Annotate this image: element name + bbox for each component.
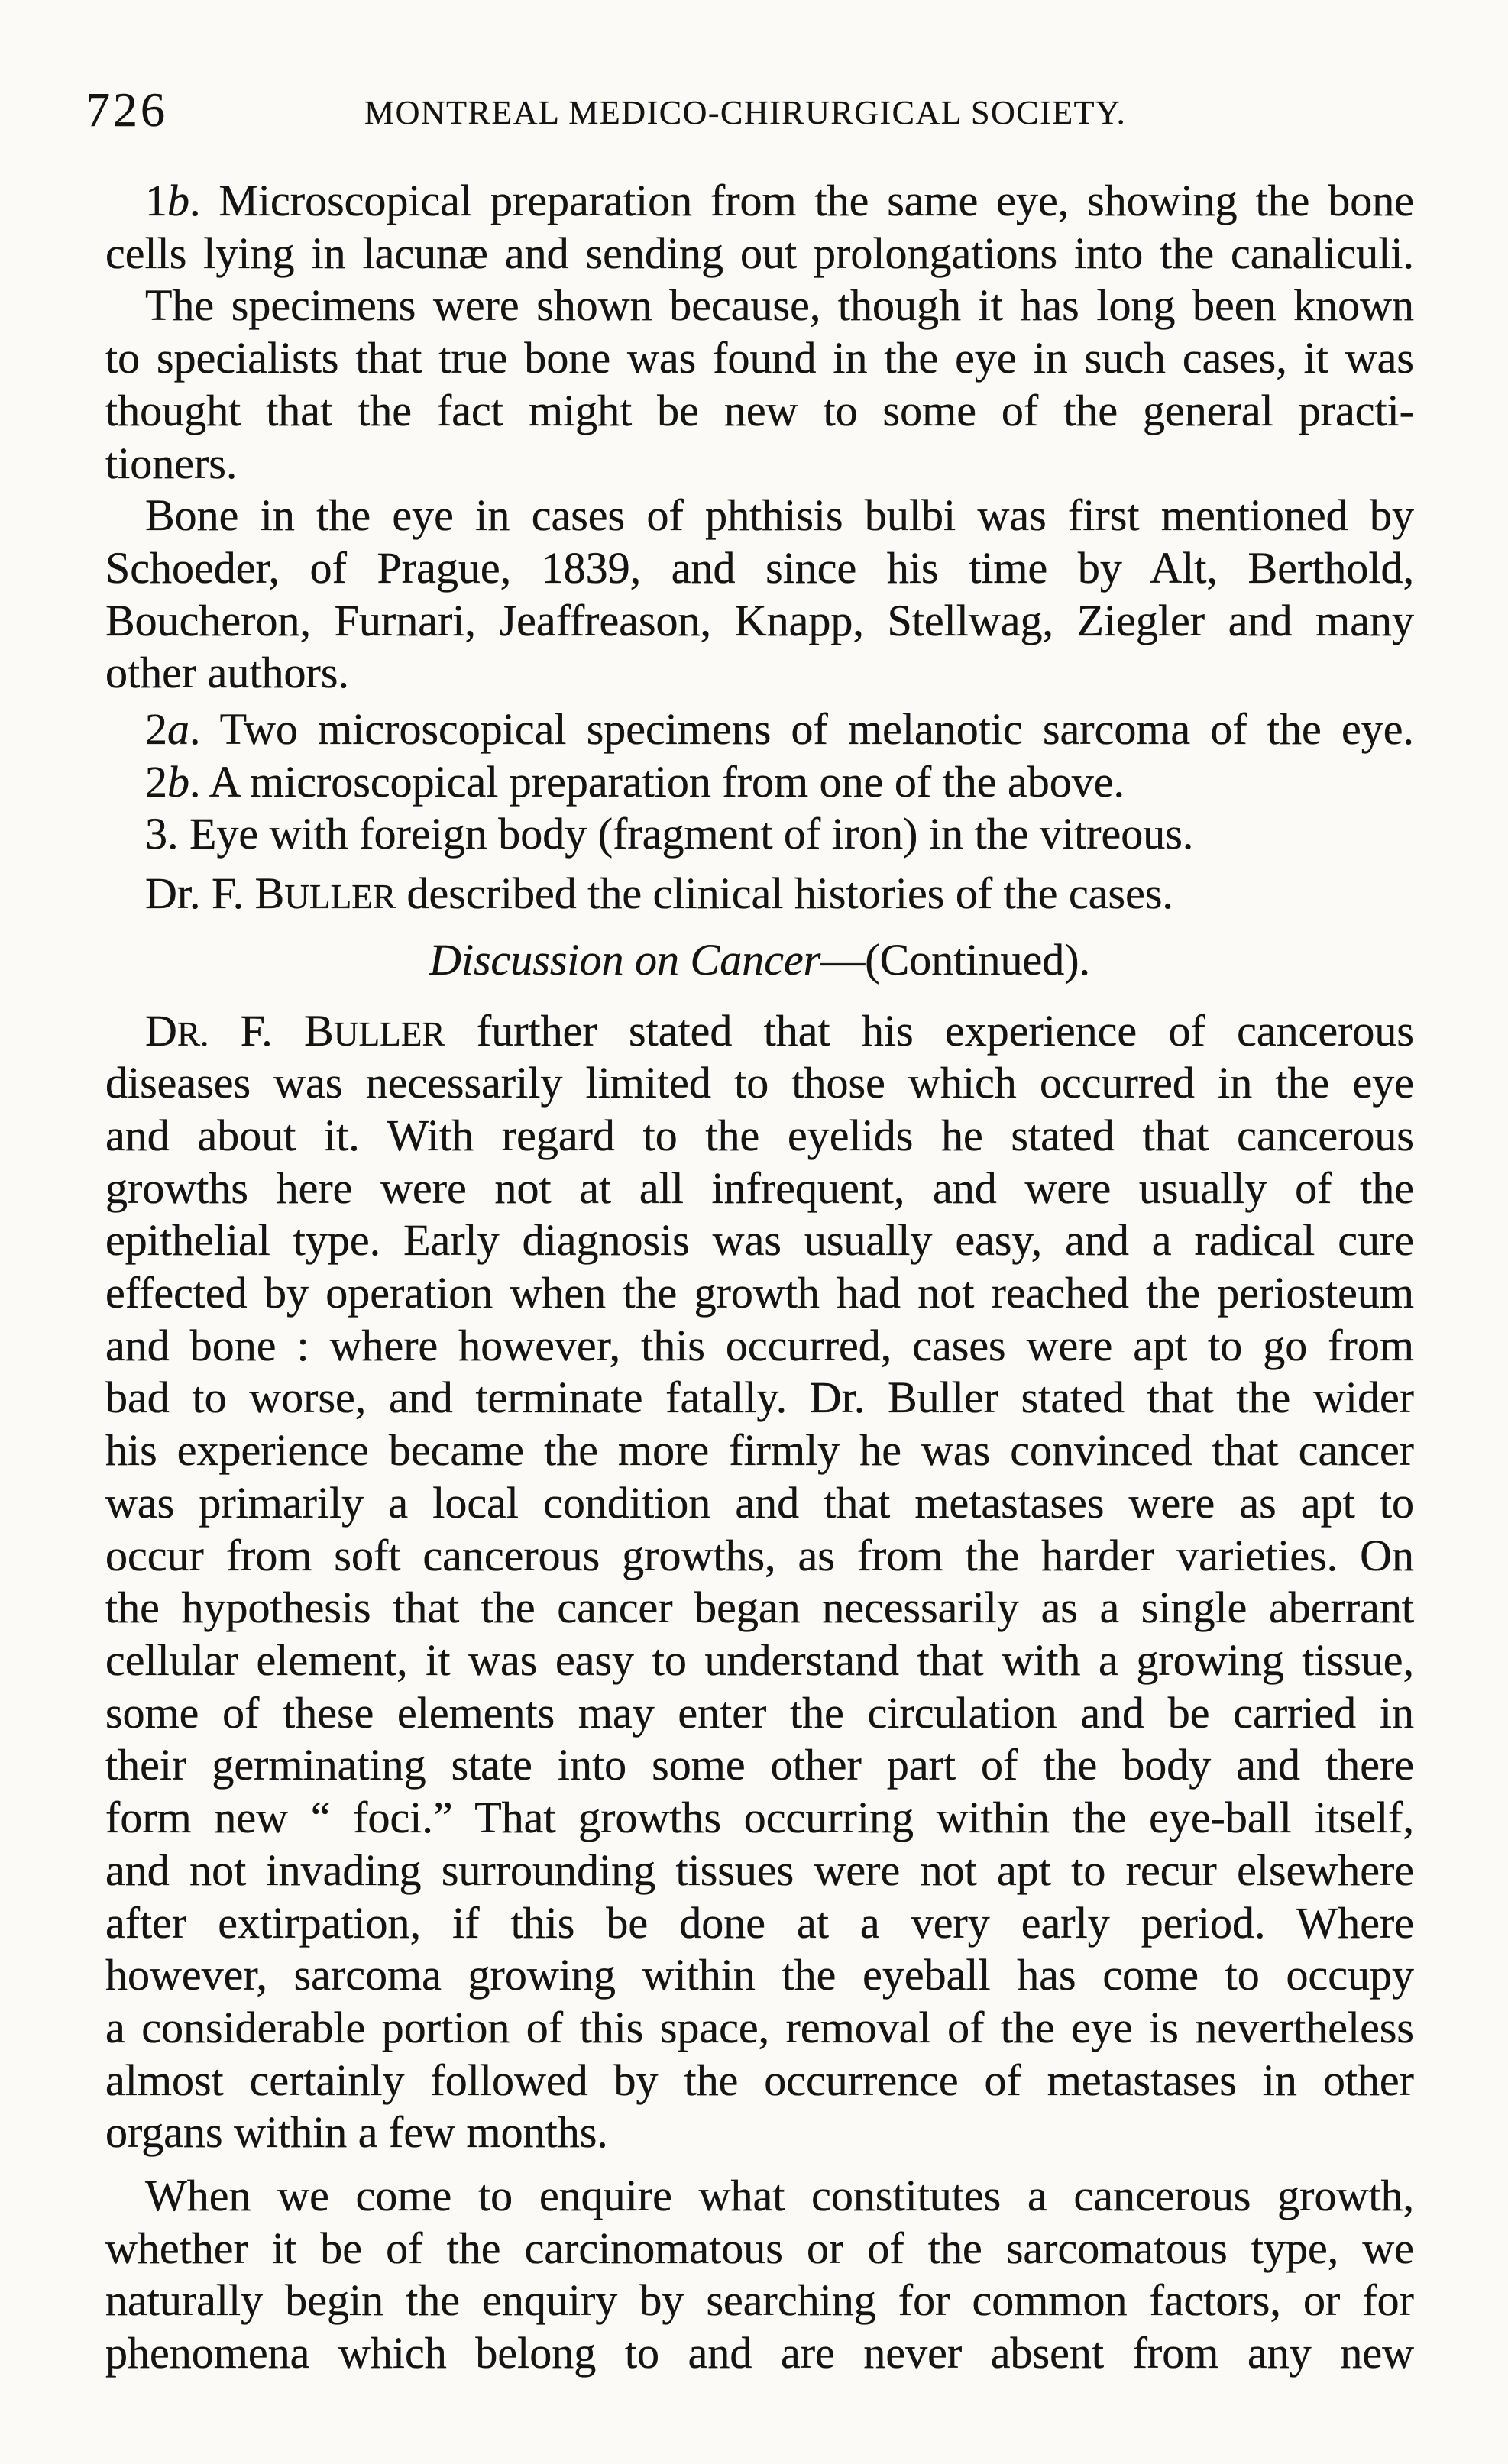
remarks-paragraph: [105, 280, 1414, 490]
running-title: MONTREAL MEDICO-CHIRURGICAL SOCIETY.: [364, 94, 1127, 131]
text-line: and not invading surrounding tissues were not apt to recur elsewhere: [105, 1845, 1414, 1895]
item-number: 1: [145, 176, 167, 225]
text-line: The specimens were shown because, though it has long been known: [145, 280, 1414, 331]
text-line: tioners.: [105, 438, 238, 488]
specimen-2a: [105, 703, 1414, 756]
text-line: their germinating state into some other part of the body and there: [105, 1740, 1414, 1790]
text-line: was primarily a local condition and that metastases were as apt to: [105, 1477, 1414, 1528]
item-text: . Two microscopical specimens of melanotic sarcoma of the eye.: [189, 704, 1414, 755]
item-letter: b: [167, 176, 189, 225]
page-body: [105, 175, 1414, 2380]
text-line: after extirpation, if this be done at a very early period. Where: [105, 1897, 1414, 1948]
text-line: effected by operation when the growth had not reached the periosteum: [105, 1268, 1414, 1318]
text-line: Schoeder, of Prague, 1839, and since his time by Alt, Berthold,: [105, 542, 1414, 593]
heading-title: Discussion on Cancer: [429, 934, 821, 985]
text-line: Bone in the eye in cases of phthisis bulbi was first mentioned by: [145, 490, 1414, 541]
text-line: diseases was necessarily limited to those which occurred in the eye: [105, 1058, 1414, 1108]
item-letter: a: [167, 704, 189, 755]
text-line: to specialists that true bone was found in the eye in such cases, it was: [105, 333, 1414, 383]
author-name: BULLER: [254, 868, 396, 919]
text-line: a considerable portion of this space, removal of the eye is nevertheless: [105, 2002, 1414, 2052]
text-line: his experience became the more firmly he was convinced that cancer: [105, 1425, 1414, 1476]
text-line: growths here were not at all infrequent, and were usually of the: [105, 1162, 1414, 1213]
text-line: Boucheron, Furnari, Jeaffreason, Knapp, Stellwag, Ziegler and many: [105, 595, 1414, 645]
text-line: naturally begin the enquiry by searching for common factors, or for: [105, 2275, 1414, 2326]
heading-suffix: —(Continued).: [820, 934, 1091, 985]
text-line: some of these elements may enter the circulation and be carried in: [105, 1687, 1414, 1738]
text-line: however, sarcoma growing within the eyeball has come to occupy: [105, 1950, 1414, 2000]
buller-remarks-paragraph: [105, 1005, 1414, 2159]
text-line: epithelial type. Early diagnosis was usually easy, and a radical cure: [105, 1215, 1414, 1266]
text-line: [105, 175, 1414, 228]
text-line: bad to worse, and terminate fatally. Dr. Buller stated that the wider: [105, 1373, 1414, 1423]
author-initial: F.: [209, 1005, 305, 1056]
text-line: and about it. With regard to the eyelids he stated that cancerous: [105, 1110, 1414, 1160]
text-line: form new “ foci.” That growths occurring within the eye-ball itself,: [105, 1793, 1414, 1843]
item-letter: b: [167, 756, 189, 807]
author-name: BULLER: [304, 1005, 445, 1056]
text-line: thought that the fact might be new to some of the general practi-: [105, 385, 1414, 435]
text-line: other authors.: [105, 648, 349, 698]
item-number: 2: [145, 704, 167, 755]
history-paragraph: [105, 490, 1414, 700]
author-prefix: Dr. F.: [145, 868, 255, 919]
enquiry-paragraph: [105, 2170, 1414, 2380]
text-line: the hypothesis that the cancer began necessarily as a single aberrant: [105, 1583, 1414, 1633]
item-text: . Microscopical preparation from the same eye, showing the bone: [189, 176, 1414, 225]
specimen-3: 3. Eye with foreign body (fragment of iron) in the vitreous.: [145, 809, 1194, 859]
specimen-2b: [105, 756, 1414, 809]
item-text: . A microscopical preparation from one of the above.: [189, 756, 1125, 807]
author-title: DR.: [145, 1005, 209, 1056]
text-line: [105, 1005, 1414, 1058]
text-line: cells lying in lacunæ and sending out prolongations into the canaliculi.: [105, 228, 1414, 278]
note-text: described the clinical histories of the cases.: [396, 868, 1173, 919]
text-line: When we come to enquire what constitutes a cancerous growth,: [145, 2171, 1414, 2221]
line-text: further stated that his experience of cancerous: [445, 1005, 1414, 1056]
page-number: 726: [86, 82, 168, 137]
clinical-note: [105, 868, 1414, 920]
text-line: whether it be of the carcinomatous or of the sarcomatous type, we: [105, 2223, 1414, 2273]
text-line: occur from soft cancerous growths, as from the harder varieties. On: [105, 1530, 1414, 1580]
text-line: organs within a few months.: [105, 2107, 608, 2158]
specimen-1b: [105, 175, 1414, 280]
text-line: and bone : where however, this occurred, cases were apt to go from: [105, 1320, 1414, 1370]
item-number: 2: [145, 756, 167, 807]
text-line: cellular element, it was easy to understand that with a growing tissue,: [105, 1635, 1414, 1685]
text-line: almost certainly followed by the occurrence of metastases in other: [105, 2055, 1414, 2105]
section-heading: [105, 934, 1414, 987]
text-line: phenomena which belong to and are never absent from any new: [105, 2328, 1414, 2378]
